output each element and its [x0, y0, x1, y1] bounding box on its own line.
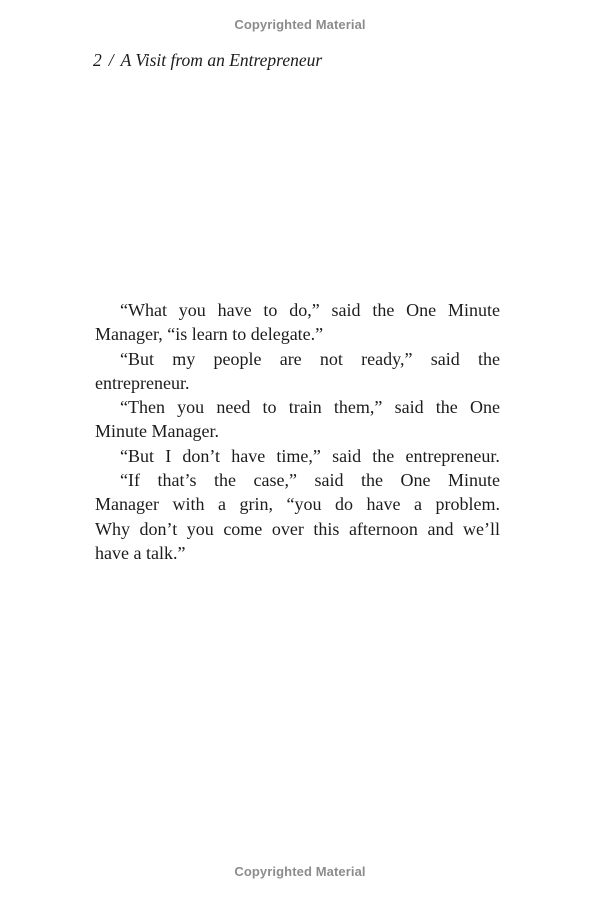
header-separator: /: [108, 50, 114, 70]
text-line: entrepreneur.: [95, 372, 190, 393]
chapter-title: A Visit from an Entrepreneur: [120, 50, 323, 70]
text-line: Manager with a grin, “you do have a problem.: [95, 494, 500, 515]
text-line: “If that’s the case,” said the One Minute: [120, 470, 500, 491]
text-line: “Then you need to train them,” said the One: [120, 397, 500, 418]
text-line: Why don’t you come over this afternoon and we’ll: [95, 518, 500, 539]
running-header: [93, 50, 322, 71]
page-number: 2: [93, 50, 102, 70]
text-line: have a talk.”: [95, 542, 186, 563]
text-line: “But I don’t have time,” said the entrepreneur.: [120, 445, 500, 466]
text-line: “But my people are not ready,” said the: [120, 348, 500, 369]
copyright-notice-bottom: Copyrighted Material: [234, 864, 366, 879]
body-text: [95, 298, 500, 565]
text-line: Manager, “is learn to delegate.”: [95, 324, 324, 345]
copyright-notice-top: Copyrighted Material: [234, 17, 366, 32]
text-line: Minute Manager.: [95, 421, 219, 442]
text-line: “What you have to do,” said the One Minute: [120, 300, 500, 320]
